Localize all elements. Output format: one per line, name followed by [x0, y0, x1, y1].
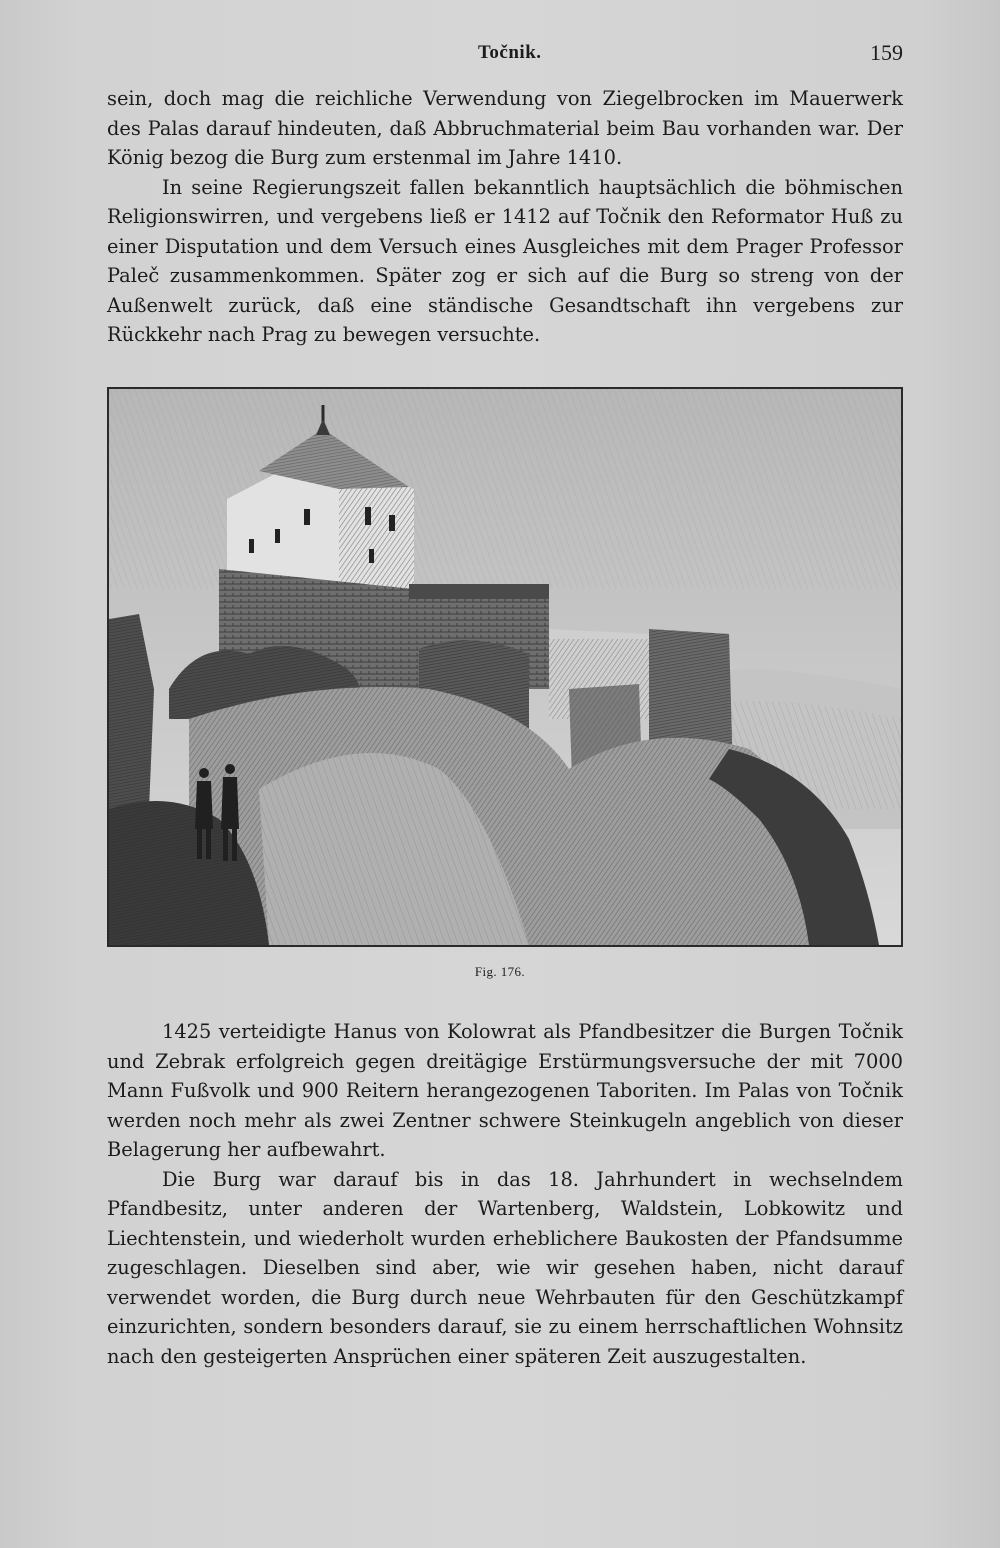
paragraph: In seine Regierungszeit fallen bekanntlich hauptsächlich die böhmischen Religionswirren, und vergebens ließ er 1412 auf Točnik den Reformator Huß zu einer Disputation und dem Versuch eines Ausgleiches mit dem Prager Professor Paleč zusammenkommen. Später zog er sich auf die Burg so streng von der Außenwelt zurück, daß eine ständische Gesandtschaft ihn vergebens zur Rückkehr nach Prag zu bewegen versuchte.: [107, 175, 903, 346]
paragraph: Die Burg war darauf bis in das 18. Jahrhundert in wechselndem Pfandbesitz, unter anderen der Wartenberg, Waldstein, Lobkowitz und Liechtenstein, und wiederholt wurden erheblichere Baukosten der Pfandsumme zugeschlagen. Dieselben sind aber, wie wir gesehen haben, nicht darauf verwendet worden, die Burg durch neue Wehrbauten für den Geschützkampf einzurichten, sondern besonders darauf, sie zu einem herrschaftlichen Wohnsitz nach den gesteigerten Ansprüchen einer späteren Zeit auszugestalten.: [107, 1167, 903, 1368]
castle-illustration: [109, 389, 901, 945]
running-title: Točnik.: [478, 42, 542, 63]
castle-engraving: [107, 387, 903, 947]
running-head: [0, 38, 1000, 68]
paragraph-continuation: sein, doch mag die reichliche Verwendung von Ziegelbrocken im Mauerwerk des Palas darauf hindeuten, daß Abbruchmaterial beim Bau vorhanden war. Der König bezog die Burg zum erstenmal im Jahre 1410.: [107, 87, 903, 169]
figure-caption: Fig. 176.: [474, 964, 526, 979]
text-block-bottom: [107, 1017, 903, 1371]
paragraph: 1425 verteidigte Hanus von Kolowrat als Pfandbesitzer die Burgen Točnik und Zebrak erfolgreich gegen dreitägige Erstürmungsversuche der mit 7000 Mann Fußvolk und 900 Reitern herangezogenen Taboriten. Im Palas von Točnik werden noch mehr als zwei Zentner schwere Steinkugeln angeblich von dieser Belagerung her aufbewahrt.: [107, 1020, 903, 1161]
text-block-top: [107, 84, 903, 350]
page-number: 159: [870, 40, 903, 65]
